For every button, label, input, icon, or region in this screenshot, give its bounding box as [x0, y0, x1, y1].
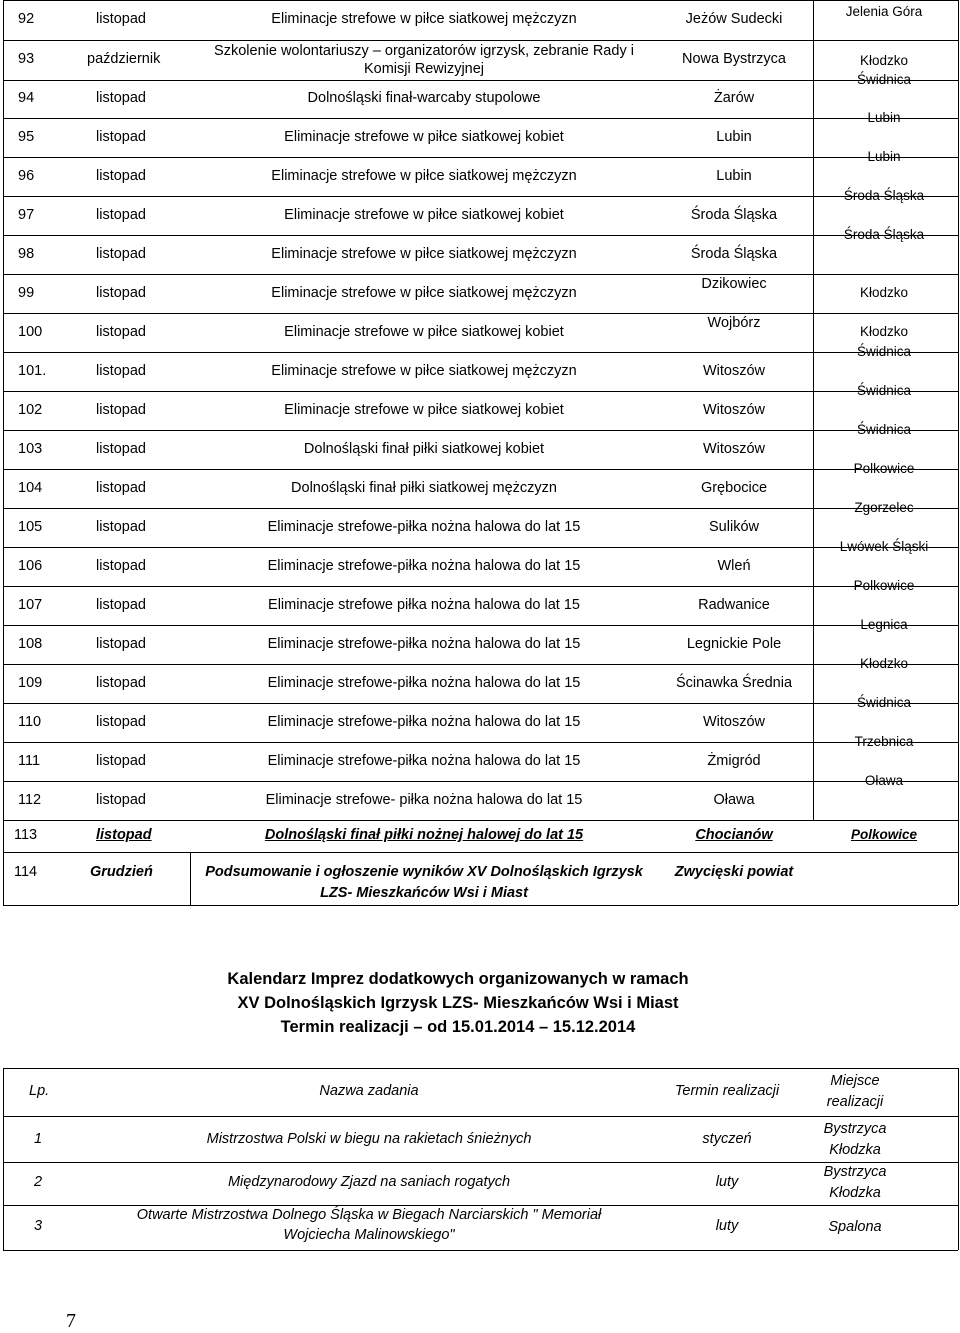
table-rule [3, 196, 958, 197]
table-rule [3, 469, 958, 470]
row-number: 93 [18, 51, 35, 67]
row-event: Eliminacje strefowe w piłce siatkowej kobiet [284, 401, 564, 418]
row-event-line2: Komisji Rewizyjnej [363, 61, 485, 77]
row-place: Środa Śląska [690, 245, 778, 262]
header-task: Nazwa zadania [319, 1083, 419, 1099]
row-month: listopad [96, 206, 146, 223]
row-place: Dzikowiec [701, 276, 767, 292]
row-number: 109 [18, 674, 43, 691]
row-place: Witoszów [702, 401, 766, 418]
row-event: Dolnośląski finał-warcaby stupolowe [307, 90, 541, 106]
table-rule [3, 1068, 958, 1069]
row-place: Lubin [716, 167, 752, 184]
row-month: listopad [96, 401, 146, 418]
header-term: Termin realizacji [674, 1083, 780, 1099]
row-number: 110 [18, 713, 42, 730]
row-place: Witoszów [702, 440, 766, 457]
row-number: 94 [18, 90, 35, 106]
table-rule [3, 118, 958, 119]
row-number: 98 [18, 245, 35, 262]
row-month: listopad [96, 827, 152, 843]
row-month: listopad [96, 557, 146, 574]
row-number: 100 [18, 323, 43, 340]
row-place: Chocianów [695, 827, 773, 843]
row-task: Międzynarodowy Zjazd na saniach rogatych [227, 1174, 511, 1190]
row-place: Witoszów [702, 362, 766, 379]
row-county: Polkowice [853, 461, 915, 476]
table-rule [3, 1116, 958, 1117]
row-number: 112 [18, 791, 42, 808]
row-place: Bystrzyca [823, 1164, 887, 1180]
section-title-line1: Kalendarz Imprez dodatkowych organizowanych w ramach [227, 970, 689, 988]
row-number: 104 [18, 479, 43, 496]
column-rule [190, 852, 191, 905]
row-month: listopad [96, 90, 146, 106]
table-rule [3, 508, 958, 509]
row-place: Spalona [828, 1219, 882, 1235]
table-rule [3, 586, 958, 587]
row-county: Środa Śląska [843, 188, 925, 203]
table-rule [3, 157, 958, 158]
table-border-left [3, 1068, 4, 1250]
table-rule [3, 80, 958, 81]
row-month: listopad [96, 11, 146, 27]
row-county: Polkowice [853, 578, 915, 593]
row-place: Ścinawka Średnia [675, 674, 793, 691]
row-place: Lubin [716, 128, 752, 145]
table-rule [3, 0, 958, 1]
row-event: Eliminacje strefowe w piłce siatkowej mężczyzn [271, 11, 577, 27]
row-place: Jeżów Sudecki [685, 11, 783, 27]
row-number: 103 [18, 440, 43, 457]
row-number: 106 [18, 557, 43, 574]
row-event: Szkolenie wolontariuszy – organizatorów igrzysk, zebranie Rady i [214, 43, 634, 59]
row-lp: 3 [34, 1218, 43, 1234]
row-month: listopad [96, 752, 146, 769]
table-rule [3, 703, 958, 704]
table-rule [3, 40, 958, 41]
row-place: Oława [713, 791, 755, 808]
row-county: Zgorzelec [854, 500, 914, 515]
row-place: Grębocice [700, 479, 768, 496]
table-rule [3, 430, 958, 431]
row-number: 101. [18, 362, 47, 379]
row-event: Podsumowanie i ogłoszenie wyników XV Dolnośląskich Igrzysk [205, 864, 643, 880]
row-month: listopad [96, 128, 146, 145]
row-county: Lubin [867, 110, 901, 125]
table-rule [3, 391, 958, 392]
row-place: Witoszów [702, 713, 766, 730]
row-event: Dolnośląski finał piłki siatkowej mężczyzn [291, 479, 557, 496]
table-rule [3, 313, 958, 314]
row-county: Kłodzko [859, 53, 909, 68]
row-county: Oława [864, 773, 904, 788]
row-event: Eliminacje strefowe- piłka nożna halowa do lat 15 [265, 791, 583, 808]
table-border-left [3, 0, 4, 905]
row-county: Lwówek Śląski [839, 539, 929, 554]
row-event-line2: LZS- Mieszkańców Wsi i Miast [320, 885, 528, 901]
table-rule [3, 1205, 958, 1206]
row-place-line2: Kłodzka [829, 1142, 881, 1158]
row-number: 114 [14, 864, 38, 880]
section-title-line2: XV Dolnośląskich Igrzysk LZS- Mieszkańców Wsi i Miast [237, 994, 679, 1012]
row-place: Radwanice [698, 596, 770, 613]
row-number: 108 [18, 635, 43, 652]
table-rule [3, 820, 958, 821]
table-rule [3, 547, 958, 548]
row-task: Otwarte Mistrzostwa Dolnego Śląska w Biegach Narciarskich " Memoriał [136, 1207, 602, 1223]
row-number: 97 [18, 206, 35, 223]
row-month: listopad [96, 284, 146, 301]
row-place-line2: Kłodzka [829, 1185, 881, 1201]
row-month: listopad [96, 635, 146, 652]
row-month: Grudzień [90, 864, 153, 880]
row-county: Świdnica [856, 344, 912, 359]
table-rule [3, 852, 958, 853]
row-event: Eliminacje strefowe-piłka nożna halowa do lat 15 [267, 752, 581, 769]
row-county: Jelenia Góra [845, 4, 923, 19]
county-column-rule [813, 0, 814, 820]
row-event: Eliminacje strefowe piłka nożna halowa do lat 15 [268, 596, 580, 613]
row-term: luty [715, 1218, 739, 1234]
row-county: Trzebnica [854, 734, 914, 749]
row-county: Legnica [860, 617, 908, 632]
row-event: Dolnośląski finał piłki nożnej halowej do lat 15 [264, 827, 584, 843]
row-number: 107 [18, 596, 43, 613]
table-rule [3, 1250, 958, 1251]
row-term: styczeń [702, 1131, 752, 1147]
row-event: Eliminacje strefowe-piłka nożna halowa do lat 15 [267, 557, 581, 574]
table-rule [3, 664, 958, 665]
section-title-line3: Termin realizacji – od 15.01.2014 – 15.12.2014 [280, 1018, 636, 1036]
row-county: Świdnica [856, 383, 912, 398]
row-task-line2: Wojciecha Malinowskiego" [283, 1227, 455, 1243]
table-rule [3, 781, 958, 782]
row-county: Świdnica [856, 72, 912, 87]
row-county: Lubin [867, 149, 901, 164]
row-number: 92 [18, 11, 35, 27]
row-event: Eliminacje strefowe-piłka nożna halowa do lat 15 [267, 713, 581, 730]
row-term: luty [715, 1174, 739, 1190]
row-event: Eliminacje strefowe w piłce siatkowej mężczyzn [271, 167, 577, 184]
row-number: 111 [18, 752, 41, 769]
header-place: Miejsce [830, 1073, 880, 1089]
row-number: 96 [18, 167, 35, 184]
row-event: Eliminacje strefowe w piłce siatkowej mężczyzn [271, 245, 577, 262]
row-month: listopad [96, 674, 146, 691]
header-lp: Lp. [29, 1083, 50, 1099]
row-month: listopad [96, 791, 146, 808]
row-event: Eliminacje strefowe w piłce siatkowej kobiet [284, 323, 564, 340]
row-month: listopad [96, 167, 146, 184]
row-number: 99 [18, 284, 35, 301]
row-month: listopad [96, 596, 146, 613]
row-month: listopad [96, 440, 146, 457]
row-lp: 2 [34, 1174, 43, 1190]
row-number: 102 [18, 401, 43, 418]
row-place: Wleń [717, 557, 751, 574]
row-place: Legnickie Pole [686, 635, 782, 652]
row-place: Nowa Bystrzyca [682, 51, 786, 67]
row-place: Sulików [709, 518, 759, 535]
row-event: Eliminacje strefowe-piłka nożna halowa do lat 15 [267, 518, 581, 535]
row-month: listopad [96, 479, 146, 496]
row-event: Eliminacje strefowe w piłce siatkowej mężczyzn [271, 284, 577, 301]
row-county: Kłodzko [859, 656, 909, 671]
row-event: Eliminacje strefowe w piłce siatkowej kobiet [284, 128, 564, 145]
table-rule [3, 625, 958, 626]
table-rule [3, 905, 958, 906]
page-number: 7 [66, 1310, 76, 1332]
row-month: listopad [96, 245, 146, 262]
row-place: Żmigród [707, 752, 761, 769]
row-event: Dolnośląski finał piłki siatkowej kobiet [303, 440, 545, 457]
row-county: Świdnica [856, 695, 912, 710]
row-month: listopad [96, 323, 146, 340]
row-place: Bystrzyca [823, 1121, 887, 1137]
row-task: Mistrzostwa Polski w biegu na rakietach śnieżnych [206, 1131, 532, 1147]
row-month: listopad [96, 518, 146, 535]
row-place: Wojbórz [707, 315, 761, 331]
row-number: 113 [14, 827, 38, 843]
row-month: listopad [96, 713, 146, 730]
row-place: Zwycięski powiat [674, 864, 794, 880]
row-place: Środa Śląska [690, 206, 778, 223]
row-county: Kłodzko [859, 284, 909, 300]
row-event: Eliminacje strefowe-piłka nożna halowa do lat 15 [267, 635, 581, 652]
row-month: listopad [96, 362, 146, 379]
row-number: 95 [18, 128, 35, 145]
table-rule [3, 742, 958, 743]
row-event: Eliminacje strefowe w piłce siatkowej mężczyzn [271, 362, 577, 379]
row-event: Eliminacje strefowe-piłka nożna halowa do lat 15 [267, 674, 581, 691]
table-rule [3, 274, 958, 275]
row-number: 105 [18, 518, 43, 535]
row-county: Środa Śląska [843, 227, 925, 242]
row-place: Żarów [713, 90, 755, 106]
table-rule [3, 1162, 958, 1163]
row-county: Polkowice [850, 827, 918, 842]
table-border-right [958, 1068, 959, 1250]
table-border-right [958, 0, 959, 905]
row-county: Świdnica [856, 422, 912, 437]
row-month: październik [87, 51, 161, 67]
table-rule [3, 235, 958, 236]
row-event: Eliminacje strefowe w piłce siatkowej kobiet [284, 206, 564, 223]
header-place-line2: realizacji [826, 1094, 884, 1110]
row-lp: 1 [34, 1131, 43, 1147]
row-county: Kłodzko [859, 323, 909, 339]
table-rule [3, 352, 958, 353]
